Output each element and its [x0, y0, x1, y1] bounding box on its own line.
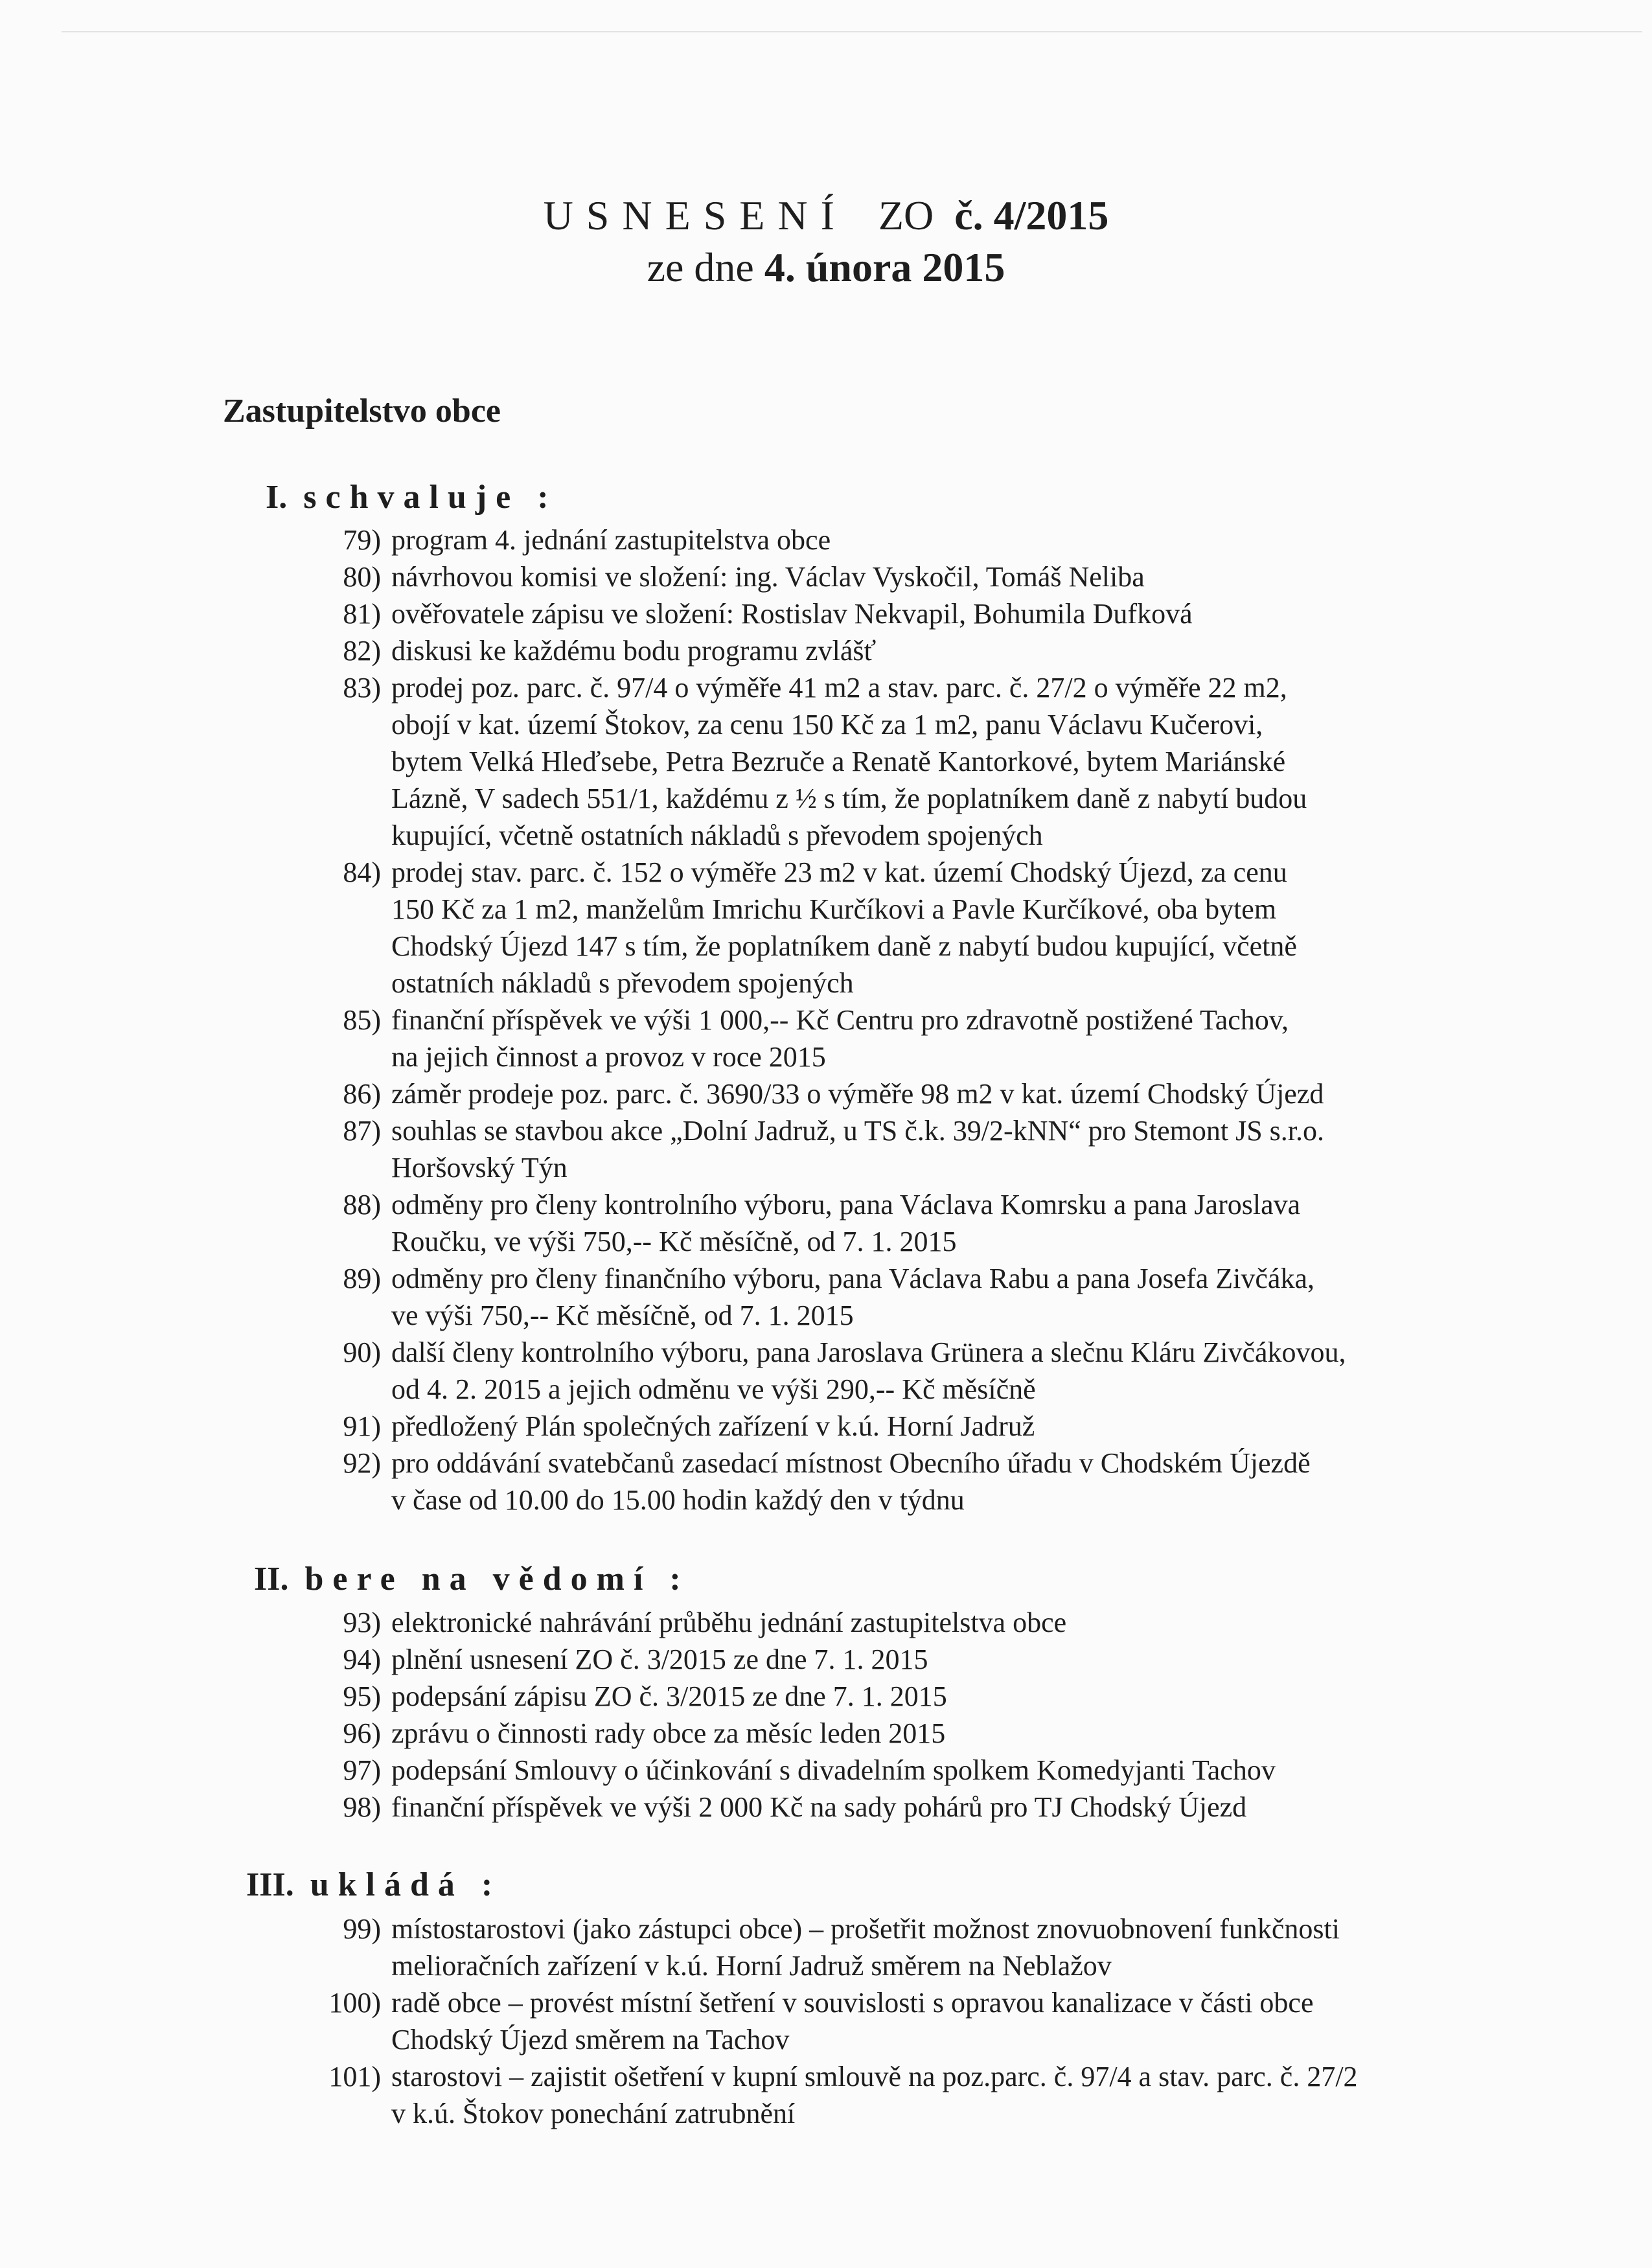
item-number: 99)	[343, 1913, 381, 1945]
scan-edge-line	[62, 31, 1642, 32]
item-text: odměny pro členy finančního výboru, pana Václava Rabu a pana Josefa Zivčáka, ve výši 750,-- Kč měsíčně, od 7. 1. 2015	[391, 1263, 1314, 1331]
section-label: schvaluje :	[303, 479, 558, 516]
item-number: 88)	[343, 1189, 381, 1220]
resolution-item	[0, 1910, 1652, 1984]
item-number: 98)	[343, 1791, 381, 1823]
resolution-item	[0, 1075, 1652, 1112]
item-text: podepsání Smlouvy o účinkování s divadelním spolkem Komedyjanti Tachov	[391, 1754, 1276, 1786]
item-text: návrhovou komisi ve složení: ing. Václav Vyskočil, Tomáš Neliba	[391, 561, 1145, 593]
resolution-item	[0, 669, 1652, 854]
subject-heading: Zastupitelstvo obce	[223, 393, 501, 430]
title-zo: ZO	[878, 192, 934, 238]
section-roman: III.	[246, 1866, 294, 1903]
resolution-item	[0, 1408, 1652, 1445]
resolution-item	[0, 854, 1652, 1002]
item-text: předložený Plán společných zařízení v k.ú. Horní Jadruž	[391, 1410, 1035, 1442]
resolution-item	[0, 558, 1652, 595]
resolution-item	[0, 1334, 1652, 1408]
item-number: 96)	[343, 1717, 381, 1749]
item-text: zprávu o činnosti rady obce za měsíc leden 2015	[391, 1717, 946, 1749]
item-text: diskusi ke každému bodu programu zvlášť	[391, 635, 877, 667]
section-heading-iii	[246, 1866, 501, 1904]
section-roman: II.	[254, 1561, 289, 1598]
item-text: plnění usnesení ZO č. 3/2015 ze dne 7. 1. 2015	[391, 1644, 928, 1675]
item-text: starostovi – zajistit ošetření v kupní smlouvě na poz.parc. č. 97/4 a stav. parc. č. 27/2 v k.ú. Štokov ponechání zatrubnění	[391, 2061, 1358, 2129]
resolution-item	[0, 1752, 1652, 1789]
item-number: 83)	[343, 672, 381, 704]
item-number: 90)	[343, 1336, 381, 1368]
item-number: 81)	[343, 598, 381, 630]
section-heading-ii	[254, 1560, 690, 1598]
document-title	[0, 192, 1652, 240]
resolution-item	[0, 632, 1652, 669]
item-text: finanční příspěvek ve výši 1 000,-- Kč Centru pro zdravotně postižené Tachov, na jejich činnost a provoz v roce 2015	[391, 1004, 1289, 1073]
resolution-item	[0, 1715, 1652, 1752]
item-text: záměr prodeje poz. parc. č. 3690/33 o výměře 98 m2 v kat. území Chodský Újezd	[391, 1078, 1324, 1110]
resolution-item	[0, 1445, 1652, 1518]
section-iii-list	[0, 1910, 1652, 2132]
resolution-item	[0, 1260, 1652, 1334]
resolution-item	[0, 1186, 1652, 1260]
item-number: 101)	[328, 2061, 381, 2092]
item-number: 91)	[343, 1410, 381, 1442]
item-number: 80)	[343, 561, 381, 593]
resolution-item	[0, 1641, 1652, 1678]
item-number: 89)	[343, 1263, 381, 1294]
item-text: podepsání zápisu ZO č. 3/2015 ze dne 7. 1. 2015	[391, 1680, 947, 1712]
item-text: elektronické nahrávání průběhu jednání zastupitelstva obce	[391, 1607, 1067, 1638]
item-text: program 4. jednání zastupitelstva obce	[391, 524, 831, 556]
item-number: 97)	[343, 1754, 381, 1786]
item-text: místostarostovi (jako zástupci obce) – prošetřit možnost znovuobnovení funkčnosti melioračních zařízení v k.ú. Horní Jadruž směrem na Neblažov	[391, 1913, 1340, 1982]
resolution-item	[0, 2058, 1652, 2132]
item-number: 86)	[343, 1078, 381, 1110]
title-number: č. 4/2015	[954, 192, 1109, 238]
resolution-item	[0, 1678, 1652, 1715]
section-i-list	[0, 521, 1652, 1518]
section-roman: I.	[266, 479, 288, 516]
item-text: radě obce – provést místní šetření v souvislosti s opravou kanalizace v části obce Chodský Újezd směrem na Tachov	[391, 1987, 1314, 2056]
resolution-item	[0, 1789, 1652, 1826]
title-usneseni: USNESENÍ	[543, 192, 847, 238]
item-number: 82)	[343, 635, 381, 667]
item-text: prodej poz. parc. č. 97/4 o výměře 41 m2 a stav. parc. č. 27/2 o výměře 22 m2, obojí v kat. území Štokov, za cenu 150 Kč za 1 m2, panu Václavu Kučerovi, bytem Velká Hleďsebe, Petra Bezruče a Renatě Kantorkové, bytem Mariánské Lázně, V sadech 551/1, každému z ½ s tím, že poplatníkem daně z nabytí budou kupující, včetně ostatních nákladů s převodem spojených	[391, 672, 1307, 851]
resolution-item	[0, 1984, 1652, 2058]
resolution-item	[0, 595, 1652, 632]
item-number: 95)	[343, 1680, 381, 1712]
item-text: souhlas se stavbou akce „Dolní Jadruž, u TS č.k. 39/2-kNN“ pro Stemont JS s.r.o. Horšovský Týn	[391, 1115, 1325, 1184]
item-number: 84)	[343, 856, 381, 888]
item-number: 93)	[343, 1607, 381, 1638]
item-number: 94)	[343, 1644, 381, 1675]
item-number: 79)	[343, 524, 381, 556]
resolution-item	[0, 1002, 1652, 1075]
item-text: finanční příspěvek ve výši 2 000 Kč na sady pohárů pro TJ Chodský Újezd	[391, 1791, 1247, 1823]
item-text: další členy kontrolního výboru, pana Jaroslava Grünera a slečnu Kláru Zivčákovou, od 4. 2. 2015 a jejich odměnu ve výši 290,-- Kč měsíčně	[391, 1336, 1346, 1405]
section-label: ukládá :	[310, 1866, 502, 1903]
section-label: bere na vědomí :	[304, 1561, 690, 1598]
item-text: prodej stav. parc. č. 152 o výměře 23 m2 v kat. území Chodský Újezd, za cenu 150 Kč za 1 m2, manželům Imrichu Kurčíkovi a Pavle Kurčíkové, oba bytem Chodský Újezd 147 s tím, že poplatníkem daně z nabytí budou kupující, včetně ostatních nákladů s převodem spojených	[391, 856, 1297, 999]
item-number: 100)	[328, 1987, 381, 2019]
item-text: odměny pro členy kontrolního výboru, pana Václava Komrsku a pana Jaroslava Roučku, ve výši 750,-- Kč měsíčně, od 7. 1. 2015	[391, 1189, 1301, 1257]
item-text: ověřovatele zápisu ve složení: Rostislav Nekvapil, Bohumila Dufková	[391, 598, 1193, 630]
section-ii-list	[0, 1604, 1652, 1826]
item-number: 85)	[343, 1004, 381, 1036]
resolution-item	[0, 1604, 1652, 1641]
resolution-item	[0, 1112, 1652, 1186]
date-value: 4. února 2015	[764, 244, 1005, 290]
item-number: 92)	[343, 1447, 381, 1479]
document-date	[0, 244, 1652, 292]
item-text: pro oddávání svatebčanů zasedací místnost Obecního úřadu v Chodském Újezdě v čase od 10.00 do 15.00 hodin každý den v týdnu	[391, 1447, 1311, 1516]
item-number: 87)	[343, 1115, 381, 1147]
date-prefix: ze dne	[647, 244, 754, 290]
section-heading-i	[266, 478, 558, 516]
resolution-item	[0, 521, 1652, 558]
